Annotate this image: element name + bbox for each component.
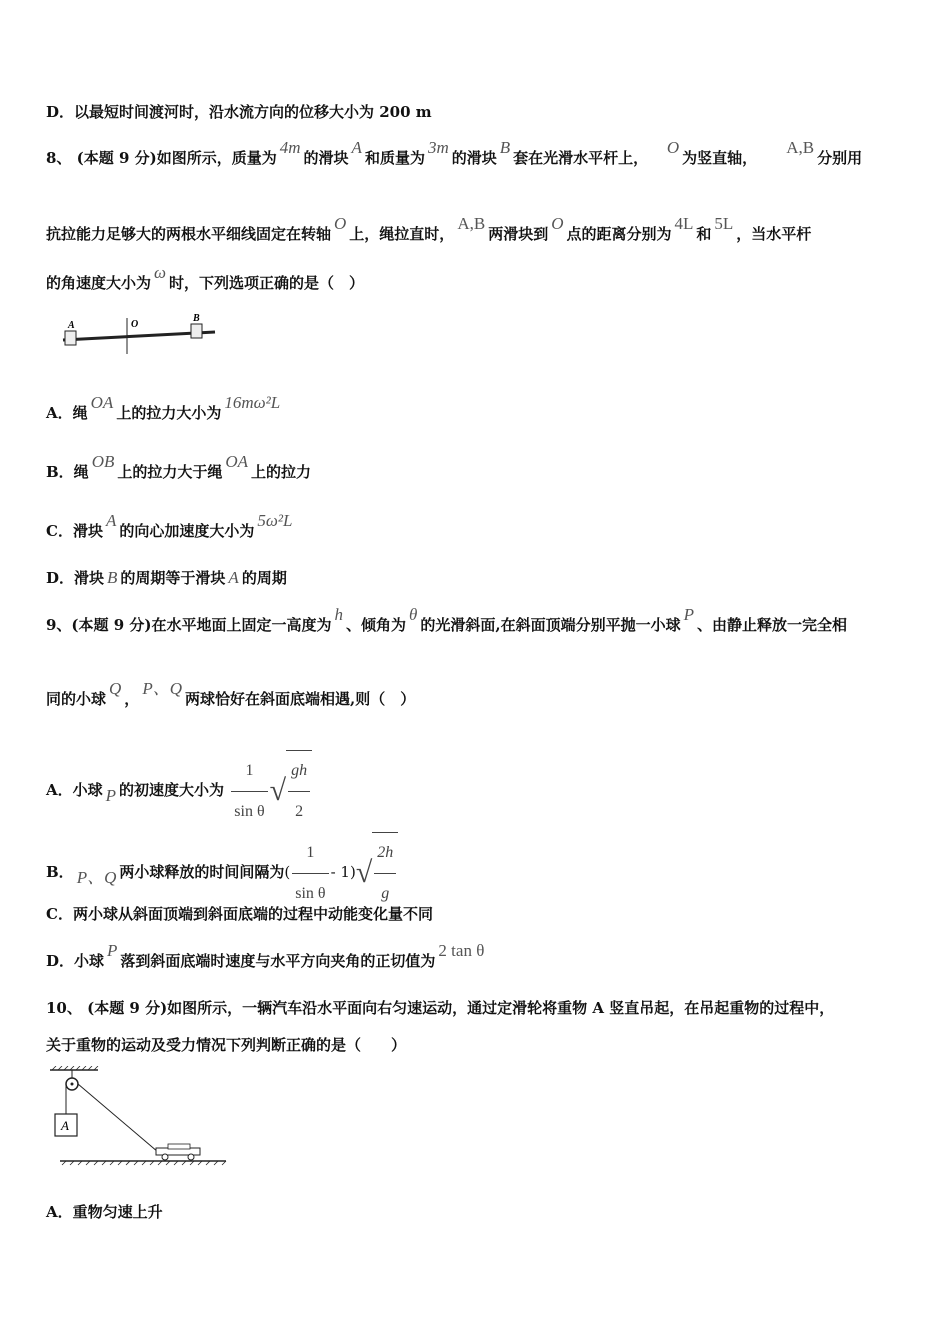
- sqrt-gh-over-2: √ $\frac{gh}{2}$: [270, 750, 312, 832]
- q8-rod-figure: [55, 308, 225, 356]
- fig-label-o: O: [131, 319, 139, 330]
- q7-option-d: D．以最短时间渡河时，沿水流方向的位移大小为 200 m: [46, 103, 432, 121]
- q8-option-a: A．绳OA上的拉力大小为16mω²L: [46, 393, 281, 422]
- q8-option-d: D．滑块 B 的周期等于滑块 A 的周期: [46, 568, 287, 587]
- slider-b-shape: [191, 324, 202, 338]
- fig-label-a: A: [68, 320, 75, 331]
- q10-pulley-figure: [46, 1066, 231, 1170]
- q8-stem-line2: 抗拉能力足够大的两根水平细线固定在转轴O上，绳拉直时，A,B两滑块到O点的距离分别为4L和5L，当水平杆: [46, 214, 812, 243]
- q8-stem-line1: 8、 (本题 9 分)如图所示，质量为4m的滑块A和质量为3m的滑块B套在光滑水平杆上， O为竖直轴， A,B分别用: [46, 138, 863, 167]
- q10-stem-line1: 10、 (本题 9 分)如图所示，一辆汽车沿水平面向右匀速运动，通过定滑轮将重物 A 竖直吊起，在吊起重物的过程中，: [46, 999, 835, 1017]
- q9-stem-line1: 9、(本题 9 分)在水平地面上固定一高度为h、倾角为θ的光滑斜面,在斜面顶端分别平抛一小球P、由静止释放一完全相: [46, 605, 848, 634]
- q9-option-c: C．两小球从斜面顶端到斜面底端的过程中动能变化量不同: [46, 905, 433, 923]
- q9-stem-line2: 同的小球Q，P、Q两球恰好在斜面底端相遇,则（ ）: [46, 679, 416, 708]
- q9-option-b: B． P、Q 两小球释放的时间间隔为( $\frac{1}{\text{sin θ}}$ - 1)√ $\frac{2h}{g}$: [46, 832, 398, 872]
- q9-option-d: D．小球P落到斜面底端时速度与水平方向夹角的正切值为2 tan θ: [46, 941, 485, 970]
- fig-label-a: A: [61, 1118, 69, 1133]
- q8-stem-line3: 的角速度大小为ω时，下列选项正确的是（ ）: [46, 263, 365, 292]
- q8-option-b: B．绳OB上的拉力大于绳OA上的拉力: [46, 452, 312, 481]
- q10-stem-line2: 关于重物的运动及受力情况下列判断正确的是（ ）: [46, 1036, 407, 1054]
- q10-option-a: A．重物匀速上升: [46, 1203, 163, 1221]
- fig-label-b: B: [193, 313, 200, 324]
- q9-option-a: A．小球 P 的初速度大小为 $\frac{1}{\text{sin θ}}$ √ $\frac{gh}{2}$: [46, 750, 312, 790]
- q8-option-c: C．滑块A的向心加速度大小为5ω²L: [46, 511, 293, 540]
- slider-a-shape: [65, 331, 76, 345]
- frac-1-over-sin: $\frac{1}{\text{sin θ}}$: [231, 751, 267, 832]
